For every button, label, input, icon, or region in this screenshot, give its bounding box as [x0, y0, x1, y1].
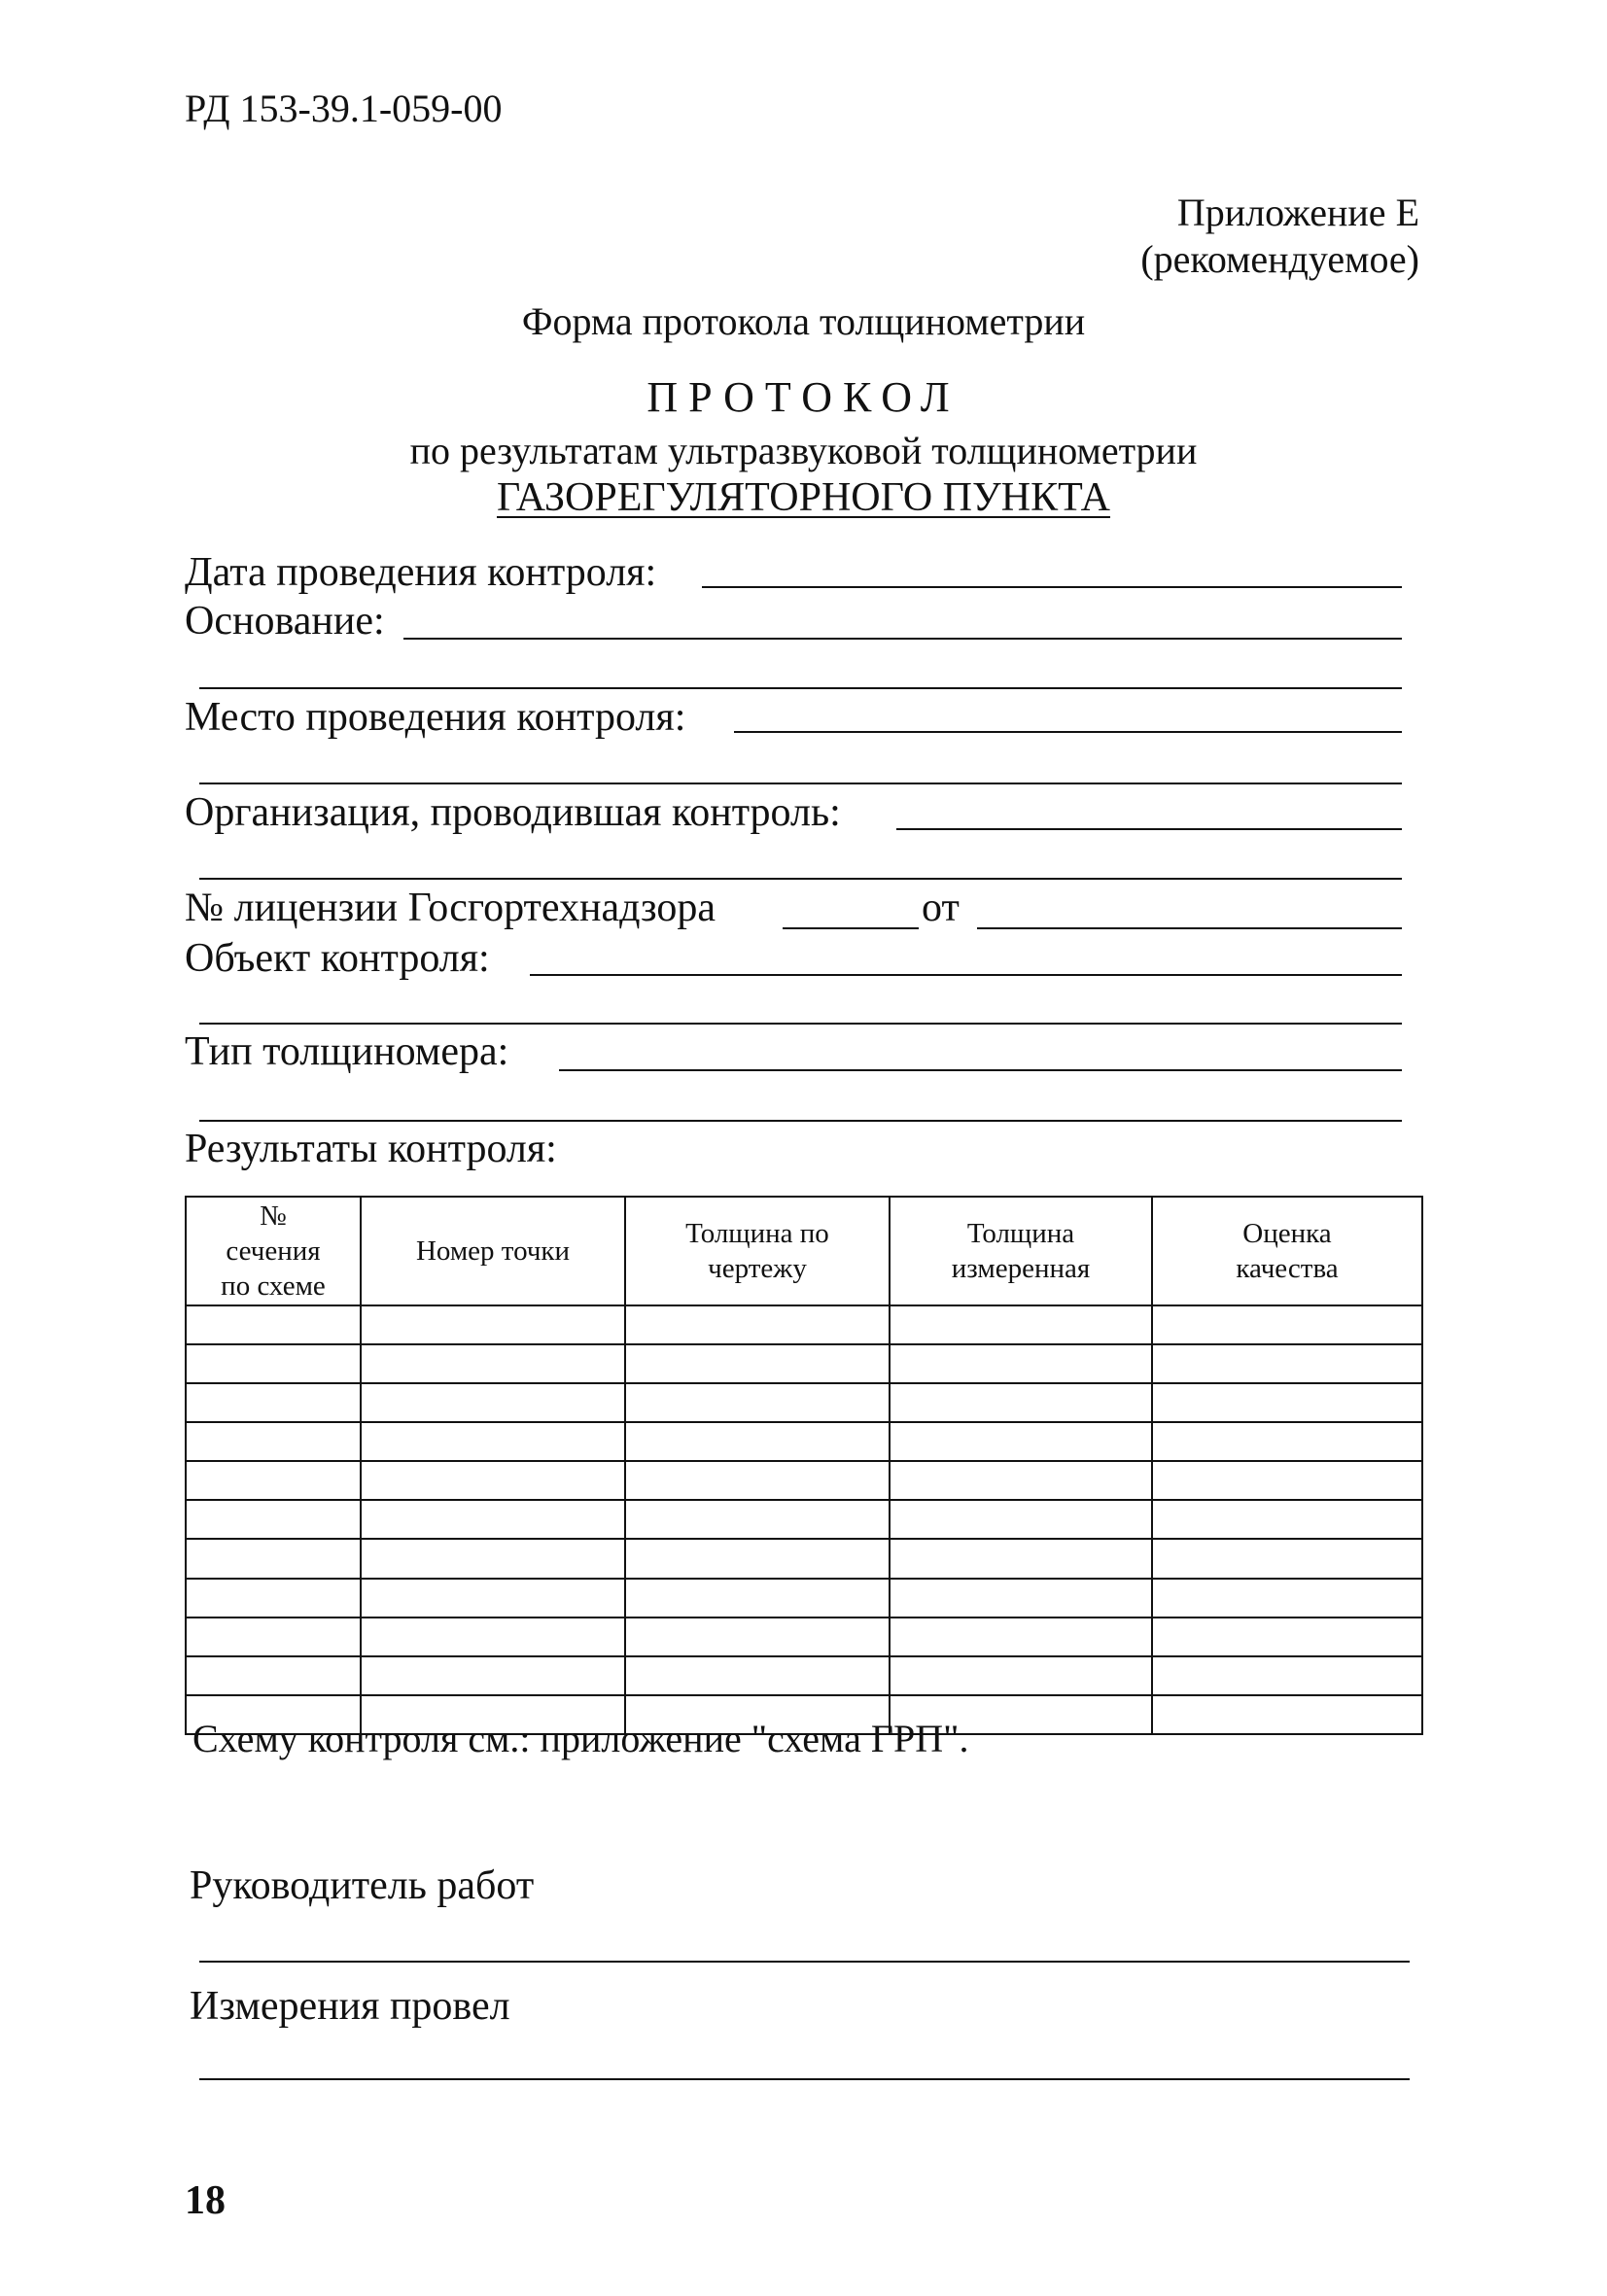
table-cell[interactable]: [361, 1500, 625, 1539]
place-label: Место проведения контроля:: [185, 695, 686, 740]
table-cell[interactable]: [625, 1383, 890, 1422]
license-from-label: от: [922, 886, 960, 930]
organization-line[interactable]: [896, 828, 1402, 830]
table-cell[interactable]: [186, 1422, 361, 1461]
table-cell[interactable]: [890, 1656, 1152, 1695]
basis-label: Основание:: [185, 599, 385, 644]
table-cell[interactable]: [361, 1461, 625, 1500]
table-row: [186, 1618, 1422, 1656]
table-row: [186, 1656, 1422, 1695]
protocol-subject: ГАЗОРЕГУЛЯТОРНОГО ПУНКТА: [497, 475, 1110, 520]
gauge-label: Тип толщиномера:: [185, 1029, 509, 1074]
table-row: [186, 1461, 1422, 1500]
license-number-line[interactable]: [783, 927, 919, 929]
head-of-works-label: Руководитель работ: [190, 1863, 535, 1908]
table-cell[interactable]: [186, 1656, 361, 1695]
table-row: [186, 1500, 1422, 1539]
table-cell[interactable]: [361, 1305, 625, 1344]
doc-code: РД 153-39.1-059-00: [185, 87, 503, 130]
basis-line[interactable]: [403, 638, 1402, 640]
table-cell[interactable]: [890, 1579, 1152, 1618]
results-table: [185, 1196, 1423, 1735]
table-cell[interactable]: [186, 1579, 361, 1618]
place-line-2[interactable]: [199, 783, 1402, 784]
object-label: Объект контроля:: [185, 936, 490, 981]
basis-line-2[interactable]: [199, 687, 1402, 689]
table-row: [186, 1422, 1422, 1461]
table-cell[interactable]: [890, 1461, 1152, 1500]
table-row: [186, 1383, 1422, 1422]
table-cell[interactable]: [361, 1539, 625, 1578]
protocol-subtitle: по результатам ультразвуковой толщинометрии: [409, 429, 1198, 472]
table-cell[interactable]: [186, 1344, 361, 1383]
appendix-label: [1140, 190, 1419, 283]
table-cell[interactable]: [890, 1383, 1152, 1422]
table-cell[interactable]: [625, 1656, 890, 1695]
table-cell[interactable]: [1152, 1344, 1422, 1383]
table-cell[interactable]: [361, 1618, 625, 1656]
table-body: [186, 1305, 1422, 1734]
table-cell[interactable]: [890, 1344, 1152, 1383]
table-row: [186, 1579, 1422, 1618]
appendix-line-2: (рекомендуемое): [1140, 237, 1419, 281]
table-cell[interactable]: [1152, 1579, 1422, 1618]
gauge-line[interactable]: [559, 1069, 1402, 1071]
form-title: Форма протокола толщинометрии: [521, 299, 1086, 343]
table-cell[interactable]: [361, 1344, 625, 1383]
table-cell[interactable]: [625, 1539, 890, 1578]
measured-by-line[interactable]: [199, 2078, 1410, 2080]
place-line[interactable]: [734, 731, 1402, 733]
table-cell[interactable]: [186, 1461, 361, 1500]
table-cell[interactable]: [361, 1579, 625, 1618]
table-cell[interactable]: [625, 1579, 890, 1618]
table-cell[interactable]: [890, 1618, 1152, 1656]
table-cell[interactable]: [186, 1383, 361, 1422]
license-label: № лицензии Госгортехнадзора: [185, 886, 716, 930]
table-cell[interactable]: [1152, 1539, 1422, 1578]
table-cell[interactable]: [890, 1305, 1152, 1344]
table-cell[interactable]: [625, 1344, 890, 1383]
col-section: № сечения по схеме: [186, 1197, 361, 1305]
table-row: [186, 1305, 1422, 1344]
table-cell[interactable]: [625, 1618, 890, 1656]
gauge-line-2[interactable]: [199, 1120, 1402, 1122]
license-date-line[interactable]: [977, 927, 1402, 929]
col-drawing-thickness: Толщина по чертежу: [625, 1197, 890, 1305]
table-cell[interactable]: [361, 1656, 625, 1695]
table-cell[interactable]: [1152, 1305, 1422, 1344]
table-cell[interactable]: [361, 1422, 625, 1461]
table-cell[interactable]: [1152, 1500, 1422, 1539]
table-row: [186, 1344, 1422, 1383]
table-cell[interactable]: [1152, 1618, 1422, 1656]
table-cell[interactable]: [625, 1461, 890, 1500]
scheme-note: Схему контроля см.: приложение "схема ГРП".: [192, 1717, 969, 1760]
table-cell[interactable]: [1152, 1461, 1422, 1500]
table-cell[interactable]: [186, 1500, 361, 1539]
table-cell[interactable]: [361, 1383, 625, 1422]
table-cell[interactable]: [1152, 1695, 1422, 1734]
col-quality: Оценка качества: [1152, 1197, 1422, 1305]
protocol-title: ПРОТОКОЛ: [646, 373, 961, 421]
page-number: 18: [185, 2178, 226, 2223]
table-cell[interactable]: [1152, 1422, 1422, 1461]
table-cell[interactable]: [1152, 1383, 1422, 1422]
table-cell[interactable]: [1152, 1656, 1422, 1695]
results-label: Результаты контроля:: [185, 1127, 557, 1171]
table-cell[interactable]: [625, 1500, 890, 1539]
object-line-2[interactable]: [199, 1023, 1402, 1025]
date-line[interactable]: [702, 586, 1402, 588]
table-cell[interactable]: [186, 1305, 361, 1344]
table-cell[interactable]: [186, 1539, 361, 1578]
table-row: [186, 1539, 1422, 1578]
date-label: Дата проведения контроля:: [185, 550, 657, 595]
table-cell[interactable]: [625, 1422, 890, 1461]
organization-label: Организация, проводившая контроль:: [185, 790, 841, 835]
object-line[interactable]: [530, 974, 1402, 976]
appendix-line-1: Приложение Е: [1176, 191, 1419, 234]
table-cell[interactable]: [890, 1500, 1152, 1539]
head-of-works-line[interactable]: [199, 1961, 1410, 1963]
col-measured-thickness: Толщина измеренная: [890, 1197, 1152, 1305]
table-header-row: [186, 1197, 1422, 1305]
measured-by-label: Измерения провел: [190, 1984, 510, 2029]
organization-line-2[interactable]: [199, 878, 1402, 880]
table-cell[interactable]: [890, 1539, 1152, 1578]
table-cell[interactable]: [625, 1305, 890, 1344]
col-point-number: Номер точки: [361, 1197, 625, 1305]
table-cell[interactable]: [186, 1618, 361, 1656]
table-cell[interactable]: [890, 1422, 1152, 1461]
